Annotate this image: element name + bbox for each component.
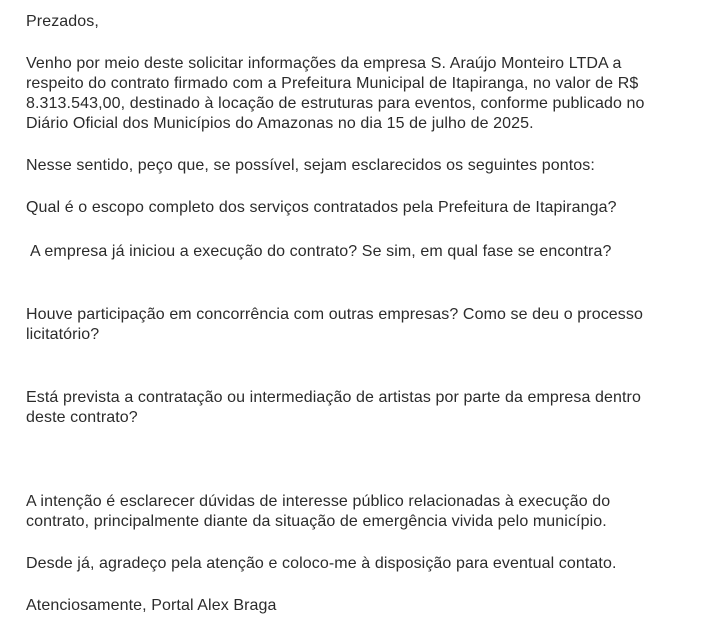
intro-paragraph: Venho por meio deste solicitar informações da empresa S. Araújo Monteiro LTDA a respeito do contrato firmado com a Prefeitura Municipal de Itapiranga, no valor de R$ 8.313.543,00, destinado à locação de estruturas para eventos, conforme publicado no Diário Oficial dos Municípios do Amazonas no dia 15 de julho de 2025. [26,55,645,132]
purpose-paragraph: A intenção é esclarecer dúvidas de interesse público relacionadas à execução do contrato, principalmente diante da situação de emergência vivida pelo município. [26,493,611,530]
question-3: Houve participação em concorrência com outras empresas? Como se deu o processo licitatório? [26,306,643,343]
closing-signature: Atenciosamente, Portal Alex Braga [26,597,277,614]
question-4: Está prevista a contratação ou intermediação de artistas por parte da empresa dentro deste contrato? [26,389,641,426]
thanks-paragraph: Desde já, agradeço pela atenção e coloco-me à disposição para eventual contato. [26,555,617,572]
question-1: Qual é o escopo completo dos serviços contratados pela Prefeitura de Itapiranga? [26,199,617,216]
greeting: Prezados, [26,13,99,30]
question-2: A empresa já iniciou a execução do contrato? Se sim, em qual fase se encontra? [30,243,612,260]
lead-paragraph: Nesse sentido, peço que, se possível, sejam esclarecidos os seguintes pontos: [26,157,595,174]
